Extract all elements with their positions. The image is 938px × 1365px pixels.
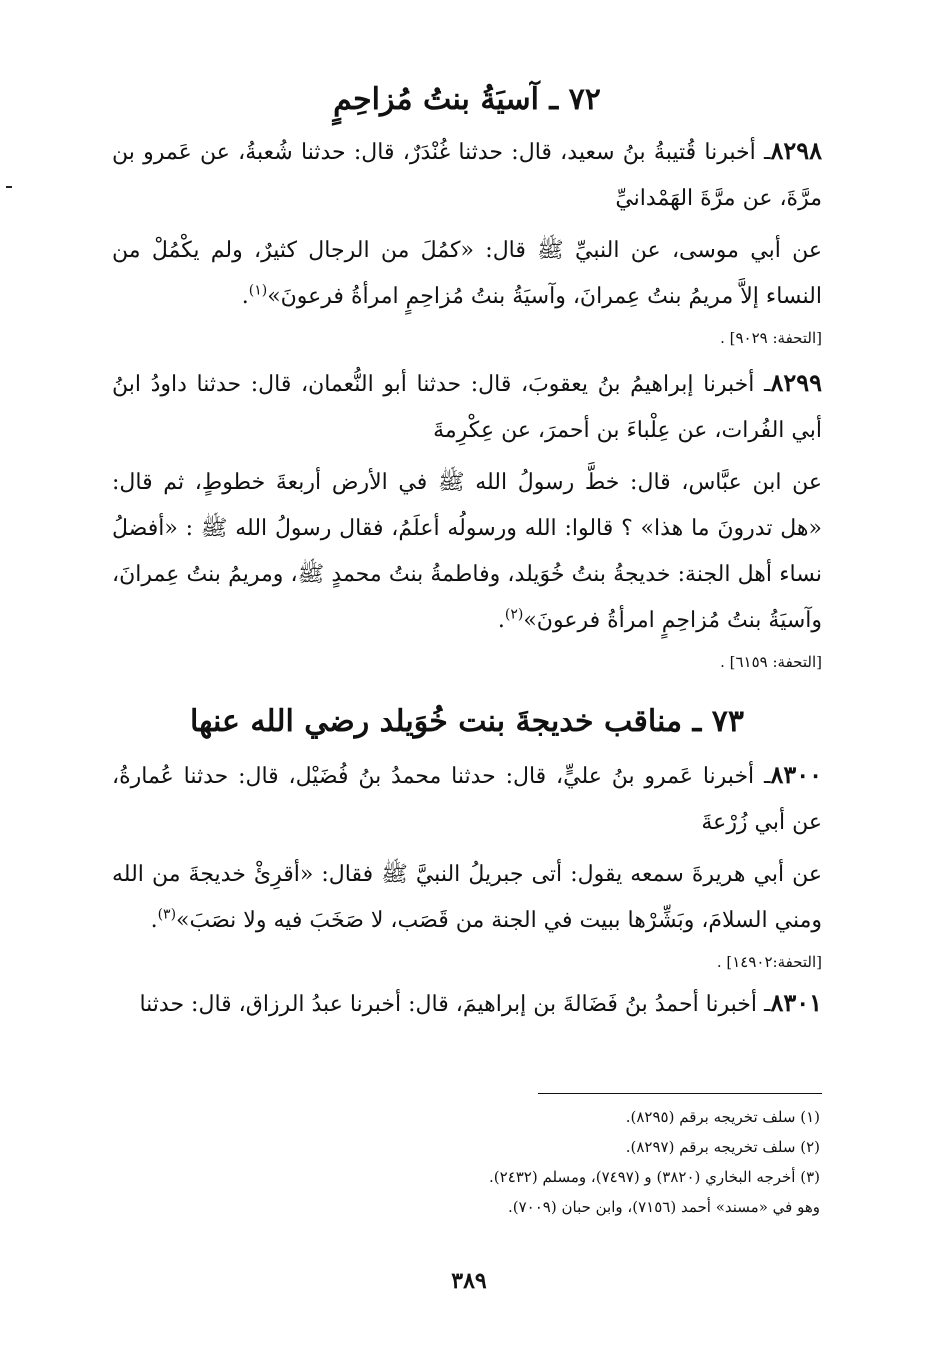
page-number: ٣٨٩ — [451, 1268, 487, 1294]
matn-text: عن أبي موسى، عن النبيِّ ﷺ قال: «كمُلَ من الرجال كثيرٌ، ولم يكْمُلْ من النساء إلاَّ مريمُ بنتُ عِمرانَ، وآسيَةُ بنتُ مُزاحِمٍ امرأةُ فرعونَ» — [112, 238, 822, 309]
isnad-text: ـ أخبرنا قُتيبةُ بنُ سعيد، قال: حدثنا غُنْدَرٌ، قال: حدثنا شُعبةُ، عن عَمرو بن مرَّةَ، عن مرَّةَ الهَمْدانيِّ — [112, 140, 822, 211]
footnote-marker: (١) — [248, 282, 268, 299]
margin-mark — [6, 186, 12, 188]
hadith-8301-isnad — [112, 980, 822, 1028]
hadith-8299-isnad — [112, 360, 822, 454]
chapter-heading-72: ٧٢ ـ آسيَةُ بنتُ مُزاحِمٍ — [333, 82, 601, 117]
hadith-8299-matn — [112, 460, 822, 644]
page-body — [112, 78, 822, 1034]
matn-end: . — [241, 284, 249, 309]
hadith-8300-matn — [112, 852, 822, 944]
footnote-marker: (٢) — [504, 606, 524, 623]
footnotes — [200, 1102, 820, 1222]
footnote-3: (٣) أخرجه البخاري (٣٨٢٠) و (٧٤٩٧)، ومسلم (٢٤٣٢). — [489, 1168, 820, 1186]
tuhfa-reference: [التحفة: ٩٠٢٩] . — [720, 329, 822, 347]
hadith-number: ٨٢٩٩ — [770, 368, 822, 397]
matn-end: . — [150, 908, 158, 933]
footnote-1: (١) سلف تخريجه برقم (٨٢٩٥). — [625, 1108, 820, 1126]
hadith-number: ٨٣٠٠ — [770, 760, 822, 789]
footnote-separator — [538, 1093, 822, 1094]
isnad-text: ـ أخبرنا أحمدُ بنُ فَضَالةَ بن إبراهيمَ، قال: أخبرنا عبدُ الرزاق، قال: حدثنا — [139, 992, 771, 1017]
hadith-number: ٨٣٠١ — [770, 988, 822, 1017]
hadith-8298-matn — [112, 228, 822, 320]
hadith-8298-isnad — [112, 128, 822, 222]
footnote-2: (٢) سلف تخريجه برقم (٨٢٩٧). — [625, 1138, 820, 1156]
isnad-text: ـ أخبرنا عَمرو بنُ عليٍّ، قال: حدثنا محمدُ بنُ فُضَيْل، قال: حدثنا عُمارةُ، عن أبي زُرْعةَ — [112, 764, 822, 835]
hadith-number: ٨٢٩٨ — [770, 136, 822, 165]
footnote-3-continued: وهو في «مسند» أحمد (٧١٥٦)، وابن حبان (٧٠٠٩). — [508, 1198, 820, 1216]
isnad-text: ـ أخبرنا إبراهيمُ بنُ يعقوبَ، قال: حدثنا أبو النُّعمان، قال: حدثنا داودُ ابنُ أبي الفُرات، عن عِلْباءَ بن أحمرَ، عن عِكْرِمةَ — [112, 372, 822, 443]
tuhfa-reference: [التحفة: ٦١٥٩] . — [720, 653, 822, 671]
matn-text: عن ابن عبَّاس، قال: خطَّ رسولُ الله ﷺ في الأرض أربعةَ خطوطٍ، ثم قال: «هل تدرونَ ما هذا» ؟ قالوا: الله ورسولُه أعلَمُ، فقال رسولُ الله ﷺ : «أفضلُ نساء أهل الجنة: خديجةُ بنتُ خُوَيلد، وفاطمةُ بنتُ محمدٍ ﷺ، ومريمُ بنتُ عِمرانَ، وآسيَةُ بنتُ مُزاحِمٍ امرأةُ فرعونَ» — [112, 470, 822, 633]
tuhfa-reference: [التحفة:١٤٩٠٢] . — [716, 953, 822, 971]
matn-end: . — [497, 608, 505, 633]
matn-text: عن أبي هريرةَ سمعه يقول: أتى جبريلُ النبيَّ ﷺ فقال: «أقرِئْ خديجةَ من الله ومني السلامَ، وبَشِّرْها ببيت في الجنة من قَصَب، لا صَخَبَ فيه ولا نصَبَ» — [112, 862, 822, 933]
chapter-heading-73: ٧٣ ـ مناقب خديجةَ بنت خُوَيلد رضي الله عنها — [189, 704, 745, 739]
footnote-marker: (٣) — [157, 906, 177, 923]
hadith-8300-isnad — [112, 752, 822, 846]
